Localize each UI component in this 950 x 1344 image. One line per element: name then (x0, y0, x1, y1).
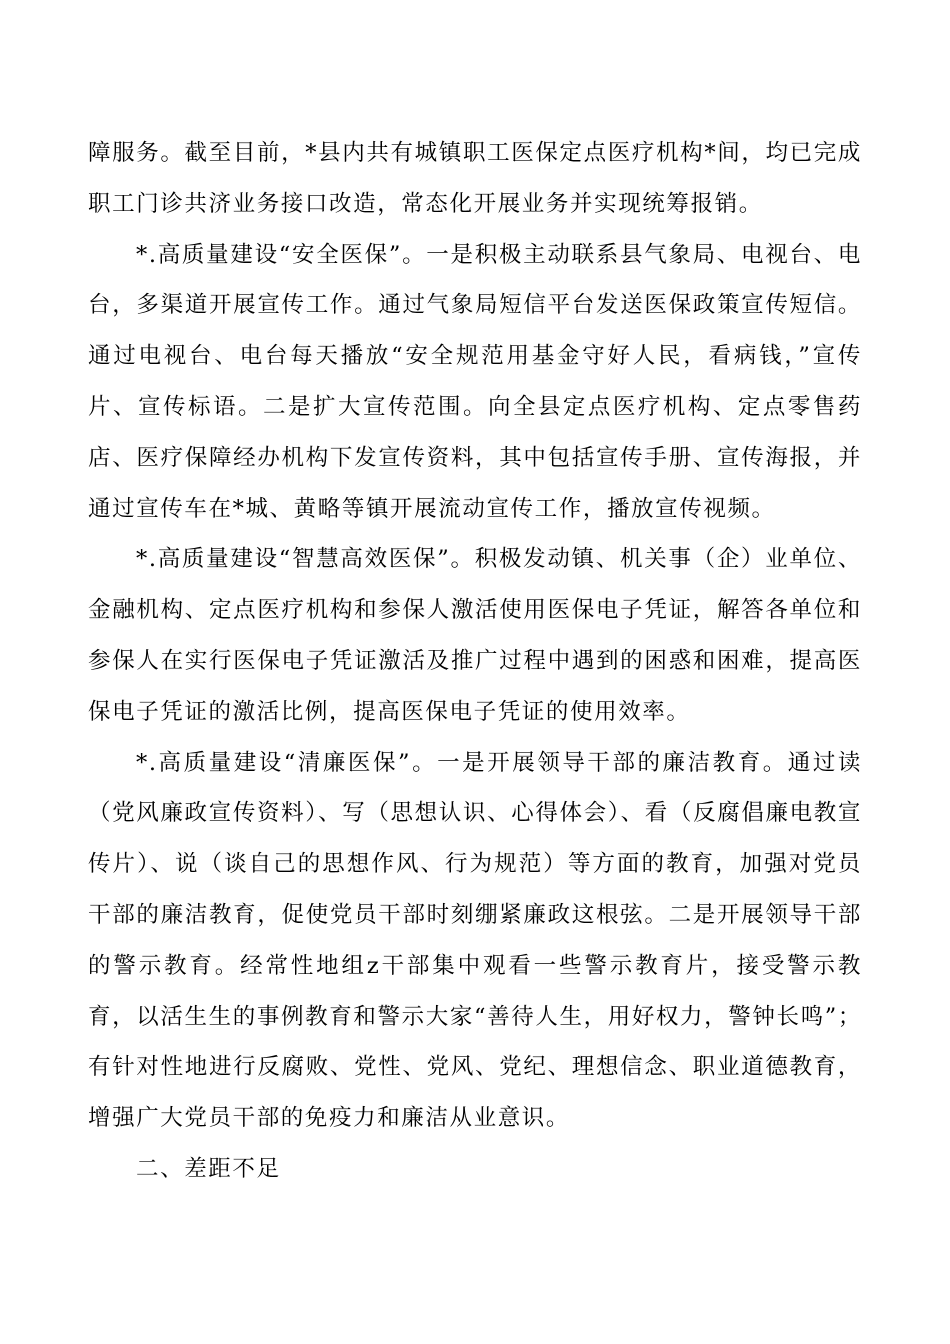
paragraph-safe-medical-insurance: *.高质量建设“安全医保”。一是积极主动联系县气象局、电视台、电台，多渠道开展宣传工作。通过气象局短信平台发送医保政策宣传短信。通过电视台、电台每天播放“安全规范用基金守好人民，看病钱，”宣传片、宣传标语。二是扩大宣传范围。向全县定点医疗机构、定点零售药店、医疗保障经办机构下发宣传资料，其中包括宣传手册、宣传海报，并通过宣传车在*城、黄略等镇开展流动宣传工作，播放宣传视频。 (88, 241, 862, 522)
paragraph-clean-medical-insurance: *.高质量建设“清廉医保”。一是开展领导干部的廉洁教育。通过读（党风廉政宣传资料）、写（思想认识、心得体会）、看（反腐倡廉电教宣传片）、说（谈自己的思想作风、行为规范）等方面的教育，加强对党员干部的廉洁教育，促使党员干部时刻绷紧廉政这根弦。二是开展领导干部的警示教育。经常性地组z干部集中观看一些警示教育片，接受警示教育，以活生生的事例教育和警示大家“善待人生，用好权力，警钟长鸣”；有针对性地进行反腐败、党性、党风、党纪、理想信念、职业道德教育，增强广大党员干部的免疫力和廉洁从业意识。 (88, 749, 862, 1132)
paragraph-continuation: 障服务。截至目前，*县内共有城镇职工医保定点医疗机构*间，均已完成职工门诊共济业务接口改造，常态化开展业务并实现统筹报销。 (88, 140, 862, 217)
paragraph-smart-medical-insurance: *.高质量建设“智慧高效医保”。积极发动镇、机关事（企）业单位、金融机构、定点医疗机构和参保人激活使用医保电子凭证，解答各单位和参保人在实行医保电子凭证激活及推广过程中遇到的困惑和困难，提高医保电子凭证的激活比例，提高医保电子凭证的使用效率。 (88, 546, 862, 725)
section-heading: 二、差距不足 (136, 1155, 281, 1182)
document-body (88, 128, 862, 1195)
